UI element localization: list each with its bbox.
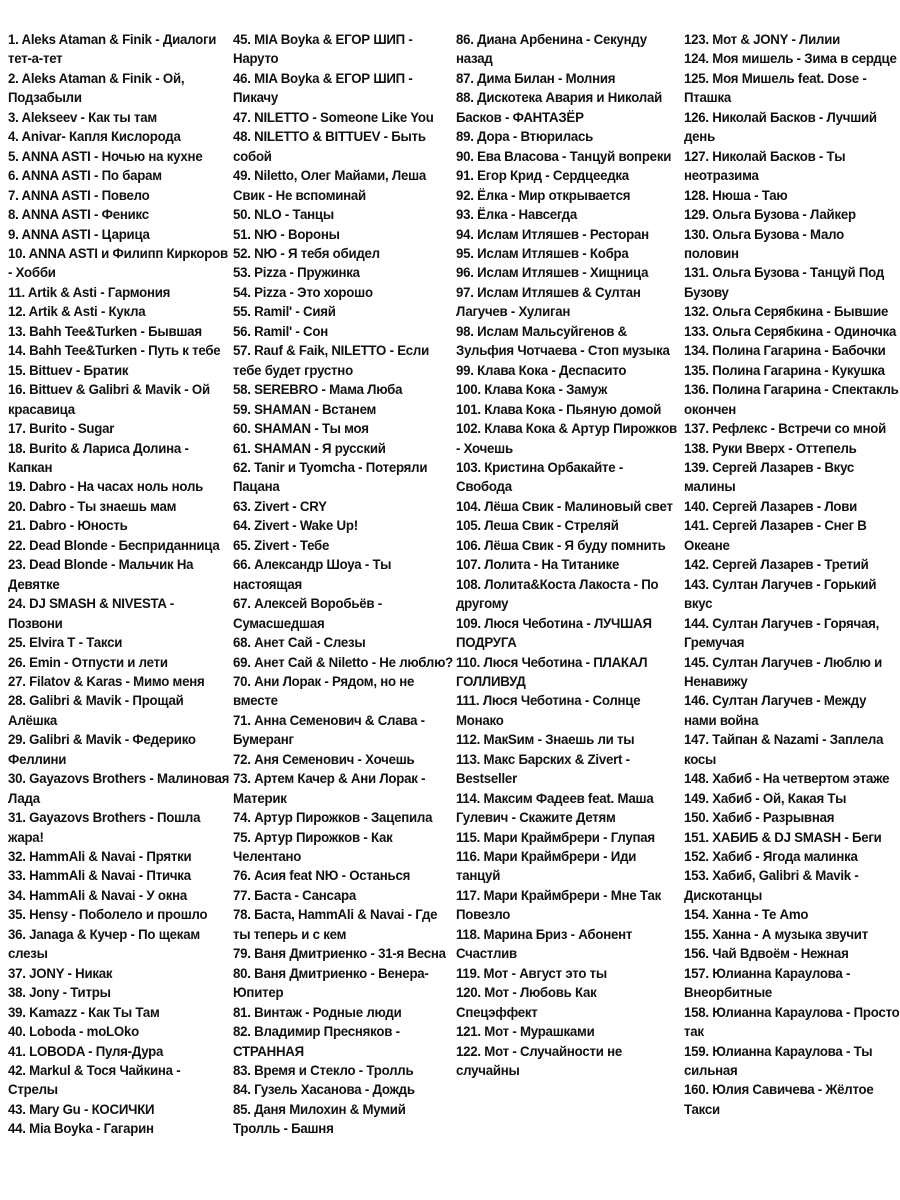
track-list-item: 73. Артем Качер & Ани Лорак - Материк: [233, 770, 426, 806]
track-list-item: 51. NЮ - Вороны: [233, 225, 340, 242]
track-list-item: 114. Максим Фадеев feat. Маша Гулевич - Скажите Детям: [456, 789, 654, 826]
track-list-item: 117. Мари Краймбрери - Мне Так Повезло: [456, 886, 661, 923]
track-list-item: 110. Люся Чеботина - ПЛАКАЛ ГОЛЛИВУД: [456, 653, 648, 689]
track-list-item: 65. Zivert - Тебе: [233, 536, 330, 553]
track-list-item: 58. SEREBRO - Мама Люба: [233, 381, 403, 398]
track-list-item: 69. Анет Сай & Niletto - Не люблю?: [233, 653, 454, 670]
track-list-item: 31. Gayazovs Brothers - Пошла жара!: [8, 809, 201, 845]
track-list-item: 77. Баста - Сансара: [233, 886, 356, 903]
track-list-item: 68. Анет Сай - Слезы: [233, 634, 366, 651]
track-list-item: 133. Ольга Серябкина - Одиночка: [684, 322, 897, 339]
track-list-item: 96. Ислам Итляшев - Хищница: [456, 264, 649, 281]
track-list-item: 90. Ева Власова - Танцуй вопреки: [456, 147, 672, 164]
track-list-item: 70. Ани Лорак - Рядом, но не вместе: [233, 672, 415, 709]
track-list-item: 95. Ислам Итляшев - Кобра: [456, 244, 629, 261]
track-list-item: 32. HammAli & Navai - Прятки: [8, 848, 192, 865]
track-list-item: 152. Хабиб - Ягода малинка: [684, 848, 858, 865]
track-column-4: [684, 30, 900, 1119]
track-list-item: 157. Юлианна Караулова - Внеорбитные: [684, 964, 851, 1001]
track-list-item: 78. Баста, HammAli & Navai - Где ты теперь и с кем: [233, 906, 438, 942]
track-list-item: 74. Артур Пирожков - Зацепила: [233, 809, 433, 826]
track-column-3: [456, 30, 678, 1080]
track-list-item: 18. Burito & Лариса Долина - Капкан: [8, 439, 189, 475]
track-list-item: 45. MIA Boyka & ЕГОР ШИП - Наруто: [233, 31, 413, 67]
track-list-item: 84. Гузель Хасанова - Дождь: [233, 1081, 415, 1098]
track-list-item: 53. Pizza - Пружинка: [233, 264, 360, 281]
track-column-2: [233, 30, 455, 1139]
track-list-item: 93. Ёлка - Навсегда: [456, 206, 577, 223]
track-list-item: 120. Мот - Любовь Как Спецэффект: [456, 984, 597, 1020]
track-list-item: 30. Gayazovs Brothers - Малиновая Лада: [8, 770, 230, 806]
track-list-item: 158. Юлианна Караулова - Просто так: [684, 1003, 900, 1040]
track-list-item: 38. Jony - Титры: [8, 984, 111, 1001]
track-list-item: 8. ANNA ASTI - Феникс: [8, 206, 149, 223]
track-column-1: [8, 30, 230, 1139]
track-list-item: 97. Ислам Итляшев & Султан Лагучев - Хулиган: [456, 283, 641, 320]
track-list-item: 131. Ольга Бузова - Танцуй Под Бузову: [684, 264, 884, 300]
track-list-item: 14. Bahh Tee&Turken - Путь к тебе: [8, 342, 221, 359]
track-list-item: 25. Elvira T - Такси: [8, 634, 123, 651]
track-list-item: 4. Anivar- Капля Кислорода: [8, 128, 181, 145]
track-list-item: 13. Bahh Tee&Turken - Бывшая: [8, 322, 202, 339]
track-list-item: 125. Моя Мишель feat. Dose - Пташка: [684, 69, 867, 106]
track-list-item: 139. Сергей Лазарев - Вкус малины: [684, 458, 855, 495]
track-list-item: 141. Сергей Лазарев - Снег В Океане: [684, 517, 867, 553]
track-list-item: 111. Люся Чеботина - Солнце Монако: [456, 692, 641, 728]
track-list-item: 160. Юлия Савичева - Жёлтое Такси: [684, 1081, 874, 1117]
track-list-item: 129. Ольга Бузова - Лайкер: [684, 206, 856, 223]
track-list-item: 23. Dead Blonde - Мальчик На Девятке: [8, 556, 194, 592]
track-list-item: 146. Султан Лагучев - Между нами война: [684, 692, 867, 728]
track-list-item: 41. LOBODA - Пуля-Дура: [8, 1042, 164, 1059]
track-list-item: 155. Ханна - А музыка звучит: [684, 925, 868, 942]
track-list-item: 144. Султан Лагучев - Горячая, Гремучая: [684, 614, 880, 651]
track-list-item: 154. Ханна - Те Amo: [684, 906, 809, 923]
track-list-item: 80. Ваня Дмитриенко - Венера-Юпитер: [233, 964, 429, 1001]
track-list-item: 36. Janaga & Кучер - По щекам слезы: [8, 925, 200, 962]
track-list-item: 15. Bittuev - Братик: [8, 361, 129, 378]
track-list-item: 49. Niletto, Олег Майами, Леша Свик - Не вспоминай: [233, 167, 427, 203]
track-list-item: 19. Dabro - На часах ноль ноль: [8, 478, 204, 495]
track-list-item: 37. JONY - Никак: [8, 964, 113, 981]
track-list-item: 56. Ramil' - Сон: [233, 322, 329, 339]
track-list-item: 94. Ислам Итляшев - Ресторан: [456, 225, 649, 242]
track-list-item: 33. HammAli & Navai - Птичка: [8, 867, 191, 884]
track-list-item: 52. NЮ - Я тебя обидел: [233, 244, 380, 261]
track-list-item: 118. Марина Бриз - Абонент Счастлив: [456, 925, 633, 962]
track-list-item: 44. Mia Boyka - Гагарин: [8, 1120, 154, 1137]
track-list-item: 153. Хабиб, Galibri & Mavik - Дискотанцы: [684, 867, 859, 903]
track-list-item: 43. Mary Gu - КОСИЧКИ: [8, 1100, 155, 1117]
track-list-item: 134. Полина Гагарина - Бабочки: [684, 342, 886, 359]
track-list-item: 60. SHAMAN - Ты моя: [233, 420, 369, 437]
track-list-item: 105. Леша Свик - Стреляй: [456, 517, 619, 534]
track-list-item: 42. Markul & Тося Чайкина - Стрелы: [8, 1062, 181, 1098]
track-list-item: 46. MIA Boyka & ЕГОР ШИП - Пикачу: [233, 69, 413, 106]
track-list-item: 113. Макс Барских & Zivert - Bestseller: [456, 750, 630, 787]
track-list-item: 10. ANNA ASTI и Филипп Киркоров - Хобби: [8, 244, 228, 281]
track-list-item: 150. Хабиб - Разрывная: [684, 809, 835, 826]
track-list-item: 34. HammAli & Navai - У окна: [8, 886, 188, 903]
track-list-item: 76. Асия feat NЮ - Останься: [233, 867, 411, 884]
track-list-item: 107. Лолита - На Титанике: [456, 556, 620, 573]
track-list-item: 82. Владимир Пресняков - СТРАННАЯ: [233, 1023, 400, 1059]
track-list-item: 143. Султан Лагучев - Горький вкус: [684, 575, 877, 612]
track-list-item: 83. Время и Стекло - Тролль: [233, 1062, 414, 1079]
track-list-item: 138. Руки Вверх - Оттепель: [684, 439, 857, 456]
track-list-item: 86. Диана Арбенина - Секунду назад: [456, 31, 647, 67]
track-list-item: 12. Artik & Asti - Кукла: [8, 303, 146, 320]
track-list-item: 67. Алексей Воробьёв - Сумасшедшая: [233, 595, 382, 631]
track-list-item: 87. Дима Билан - Молния: [456, 69, 616, 86]
track-list-item: 62. Tanir и Tyomcha - Потеряли Пацана: [233, 458, 428, 495]
track-list-item: 66. Александр Шоуа - Ты настоящая: [233, 556, 392, 592]
track-list-item: 5. ANNA ASTI - Ночью на кухне: [8, 147, 203, 164]
track-list-item: 21. Dabro - Юность: [8, 517, 128, 534]
track-list-item: 104. Лёша Свик - Малиновый свет: [456, 497, 673, 514]
track-list-item: 29. Galibri & Mavik - Федерико Феллини: [8, 731, 196, 767]
track-list-item: 102. Клава Кока & Артур Пирожков - Хочешь: [456, 420, 677, 456]
track-list-item: 35. Hensy - Поболело и прошло: [8, 906, 208, 923]
track-list-item: 147. Тайпан & Nazami - Заплела косы: [684, 731, 884, 767]
track-list-item: 142. Сергей Лазарев - Третий: [684, 556, 869, 573]
track-list-item: 151. ХАБИБ & DJ SMASH - Беги: [684, 828, 882, 845]
track-list-item: 26. Emin - Отпусти и лети: [8, 653, 168, 670]
track-list-item: 50. NLO - Танцы: [233, 206, 334, 223]
track-list-item: 6. ANNA ASTI - По барам: [8, 167, 162, 184]
track-list-item: 79. Ваня Дмитриенко - 31-я Весна: [233, 945, 446, 962]
track-list-item: 136. Полина Гагарина - Спектакль окончен: [684, 381, 899, 417]
track-list-item: 16. Bittuev & Galibri & Mavik - Ой красавица: [8, 381, 210, 417]
track-list-item: 128. Нюша - Таю: [684, 186, 788, 203]
track-list-item: 109. Люся Чеботина - ЛУЧШАЯ ПОДРУГА: [456, 614, 652, 651]
track-list-item: 3. Alekseev - Как ты там: [8, 108, 157, 125]
track-list-item: 112. МакSим - Знаешь ли ты: [456, 731, 635, 748]
track-list-item: 71. Анна Семенович & Слава - Бумеранг: [233, 711, 425, 748]
track-list-item: 106. Лёша Свик - Я буду помнить: [456, 536, 666, 553]
track-list-item: 124. Моя мишель - Зима в сердце: [684, 50, 897, 67]
track-list-item: 88. Дискотека Авария и Николай Басков - ФАНТАЗЁР: [456, 89, 662, 125]
track-list-item: 20. Dabro - Ты знаешь мам: [8, 497, 177, 514]
track-list-item: 55. Ramil' - Сияй: [233, 303, 336, 320]
track-list-item: 101. Клава Кока - Пьяную домой: [456, 400, 662, 417]
track-list-item: 137. Рефлекс - Встречи со мной: [684, 420, 887, 437]
track-list-item: 54. Pizza - Это хорошо: [233, 283, 373, 300]
track-list-item: 11. Artik & Asti - Гармония: [8, 283, 171, 300]
track-list-item: 98. Ислам Мальсуйгенов & Зульфия Чотчаева - Стоп музыка: [456, 322, 670, 359]
track-list-item: 59. SHAMAN - Встанем: [233, 400, 377, 417]
track-list-item: 2. Aleks Ataman & Finik - Ой, Подзабыли: [8, 69, 185, 106]
track-list-item: 115. Мари Краймбрери - Глупая: [456, 828, 655, 845]
track-list-item: 28. Galibri & Mavik - Прощай Алёшка: [8, 692, 184, 728]
track-list-item: 126. Николай Басков - Лучший день: [684, 108, 877, 145]
track-list-item: 64. Zivert - Wake Up!: [233, 517, 358, 534]
track-list-item: 92. Ёлка - Мир открывается: [456, 186, 631, 203]
track-list-item: 108. Лолита&Коста Лакоста - По другому: [456, 575, 659, 612]
track-list-item: 91. Егор Крид - Сердцеедка: [456, 167, 629, 184]
track-list-item: 119. Мот - Август это ты: [456, 964, 608, 981]
track-list-item: 22. Dead Blonde - Бесприданница: [8, 536, 220, 553]
track-list-item: 100. Клава Кока - Замуж: [456, 381, 608, 398]
track-list-item: 17. Burito - Sugar: [8, 420, 115, 437]
track-list-item: 103. Кристина Орбакайте - Свобода: [456, 458, 624, 495]
track-list-item: 132. Ольга Серябкина - Бывшие: [684, 303, 889, 320]
track-list-item: 1. Aleks Ataman & Finik - Диалоги тет-а-тет: [8, 31, 217, 67]
track-list-item: 140. Сергей Лазарев - Лови: [684, 497, 858, 514]
track-list-item: 89. Дора - Втюрилась: [456, 128, 594, 145]
track-list-item: 130. Ольга Бузова - Мало половин: [684, 225, 844, 261]
track-list-item: 63. Zivert - CRY: [233, 497, 327, 514]
track-list-item: 121. Мот - Мурашками: [456, 1023, 595, 1040]
track-list-item: 57. Rauf & Faik, NILETTO - Если тебе будет грустно: [233, 342, 430, 378]
track-list-item: 39. Kamazz - Как Ты Там: [8, 1003, 160, 1020]
track-list-item: 156. Чай Вдвоём - Нежная: [684, 945, 849, 962]
track-list-item: 148. Хабиб - На четвертом этаже: [684, 770, 890, 787]
track-list-item: 122. Мот - Случайности не случайны: [456, 1042, 623, 1079]
track-list-item: 61. SHAMAN - Я русский: [233, 439, 386, 456]
track-list-item: 116. Мари Краймбрери - Иди танцуй: [456, 848, 637, 884]
track-list-item: 127. Николай Басков - Ты неотразима: [684, 147, 846, 184]
track-list-item: 159. Юлианна Караулова - Ты сильная: [684, 1042, 873, 1079]
track-list-item: 99. Клава Кока - Деспасито: [456, 361, 627, 378]
track-list-item: 40. Loboda - moLOko: [8, 1023, 139, 1040]
track-list-item: 81. Винтаж - Родные люди: [233, 1003, 402, 1020]
track-list-item: 75. Артур Пирожков - Как Челентано: [233, 828, 393, 865]
track-list-item: 149. Хабиб - Ой, Какая Ты: [684, 789, 847, 806]
track-list-item: 135. Полина Гагарина - Кукушка: [684, 361, 885, 378]
track-list-item: 145. Султан Лагучев - Люблю и Ненавижу: [684, 653, 883, 689]
track-list-item: 72. Аня Семенович - Хочешь: [233, 750, 415, 767]
track-list-item: 123. Мот & JONY - Лилии: [684, 31, 841, 47]
track-list-item: 24. DJ SMASH & NIVESTA - Позвони: [8, 595, 174, 631]
track-list-item: 48. NILETTO & BITTUEV - Быть собой: [233, 128, 426, 164]
track-list-item: 27. Filatov & Karas - Мимо меня: [8, 672, 205, 689]
track-list-item: 9. ANNA ASTI - Царица: [8, 225, 150, 242]
track-list-item: 85. Даня Милохин & Мумий Тролль - Башня: [233, 1100, 406, 1137]
track-list-item: 7. ANNA ASTI - Повело: [8, 186, 150, 203]
track-list-item: 47. NILETTO - Someone Like You: [233, 108, 434, 125]
